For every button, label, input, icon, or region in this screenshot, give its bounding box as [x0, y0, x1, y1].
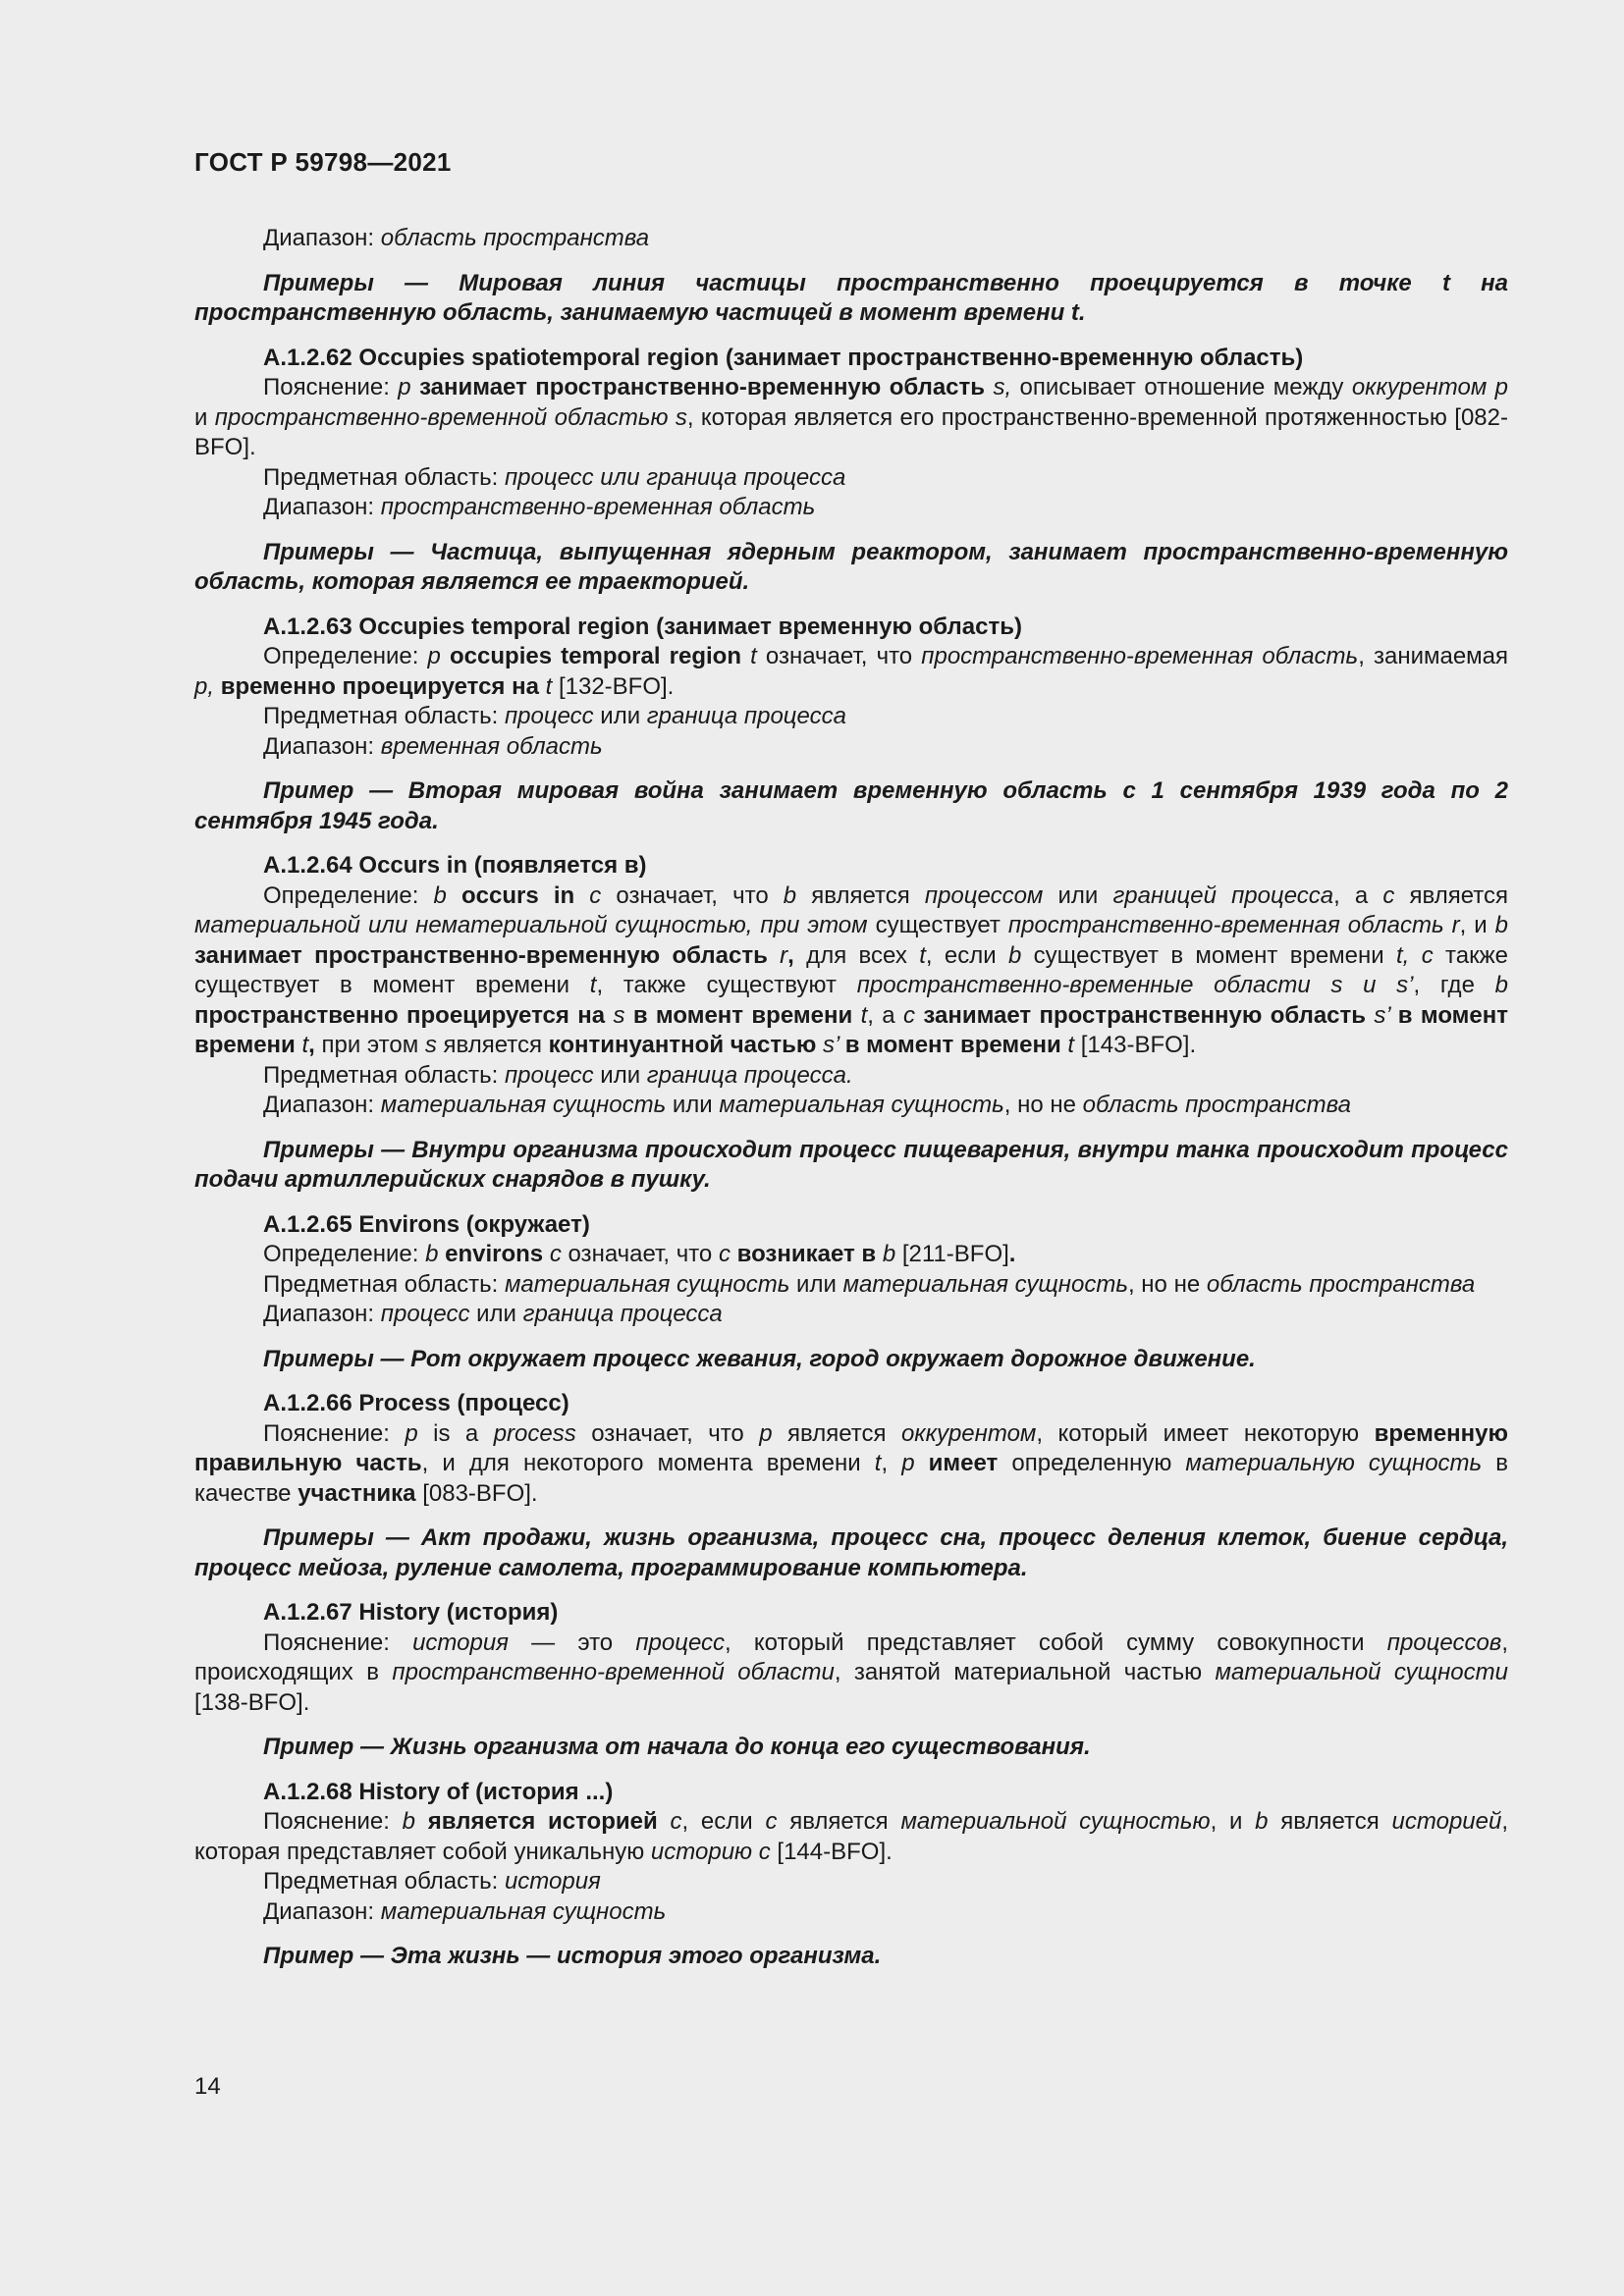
text-run: s’	[1374, 1001, 1398, 1029]
text-run: является	[436, 1032, 549, 1058]
text-run: континуантной частью	[548, 1032, 824, 1058]
text-run: Предметная область:	[263, 1270, 505, 1298]
text-run: Примеры — Рот окружает процесс жевания, город окружает дорожное движение.	[263, 1345, 1256, 1372]
text-run: Определение:	[263, 643, 428, 669]
text-run: является	[1268, 1808, 1392, 1835]
text-run: материальная сущность	[842, 1270, 1128, 1298]
paragraph	[194, 1270, 1508, 1301]
text-run: ,	[881, 1450, 902, 1476]
text-run: , происходящих в	[194, 1629, 1508, 1685]
text-run: b	[1494, 972, 1508, 998]
paragraph	[194, 1091, 1508, 1121]
text-run: в качестве	[194, 1450, 1509, 1507]
text-run: Диапазон:	[263, 732, 381, 760]
paragraph	[194, 642, 1508, 702]
text-run: , занимаемая	[1358, 643, 1509, 669]
text-run: временная область	[380, 732, 603, 760]
text-run: материальная сущность	[719, 1092, 1004, 1118]
text-run: , если	[681, 1808, 766, 1835]
example-paragraph	[194, 1733, 1508, 1763]
paragraph	[194, 1419, 1508, 1510]
text-run: p,	[194, 672, 215, 700]
text-run: пространственно-временная область	[380, 494, 816, 520]
text-run: , который представляет собой сумму совокупности	[725, 1629, 1387, 1656]
text-run: Предметная область:	[263, 1868, 505, 1895]
text-run: , где	[1413, 972, 1495, 998]
section-heading	[194, 851, 1508, 881]
text-run: или	[469, 1301, 523, 1327]
text-run: , но не	[1127, 1270, 1207, 1298]
text-run: t	[589, 972, 597, 998]
text-run: материальной сущности	[1215, 1659, 1508, 1685]
text-run: означает, что	[575, 1419, 760, 1447]
paragraph	[194, 732, 1508, 763]
text-run: Примеры — Мировая линия частицы пространственно проецируется в точке t на пространственную область, занимаемую частицей в момент времени t.	[194, 269, 1508, 326]
text-run: , также существуют	[596, 972, 857, 998]
text-run: is a	[417, 1419, 494, 1447]
example-paragraph	[194, 269, 1508, 329]
text-run: A.1.2.64 Occurs in (появляется в)	[263, 852, 647, 879]
text-run: возникает в	[736, 1241, 883, 1267]
text-run: Предметная область:	[263, 1061, 505, 1089]
text-run: пространственно-временные области s и s’	[856, 972, 1414, 998]
text-run: материальную сущность	[1185, 1450, 1483, 1476]
text-run: граница процесса.	[646, 1061, 853, 1089]
section-heading	[194, 1778, 1508, 1808]
text-run: также существует в момент времени	[194, 941, 1509, 998]
text-run: s	[424, 1032, 437, 1058]
text-run: A.1.2.67 History (история)	[263, 1599, 559, 1626]
text-run: Примеры — Частица, выпущенная ядерным реактором, занимает пространственно-временную область, которая является ее траекторией.	[194, 538, 1508, 595]
section-heading	[194, 1389, 1508, 1419]
text-run: процесс	[380, 1301, 470, 1327]
paragraph	[194, 224, 1508, 254]
text-run: или	[593, 703, 647, 729]
text-run: является	[1394, 881, 1508, 909]
text-run: b	[1494, 912, 1508, 938]
text-run: история	[412, 1629, 509, 1656]
text-run: означает, что	[601, 881, 784, 909]
paragraph	[194, 493, 1508, 523]
text-run: ,	[787, 941, 794, 969]
text-run: Предметная область:	[263, 463, 505, 491]
text-run: в момент времени	[194, 1001, 1509, 1058]
text-run: c	[765, 1808, 778, 1835]
text-run: [083-BFO].	[415, 1479, 538, 1507]
text-run: p	[405, 1419, 418, 1447]
text-run: оккурентом	[900, 1419, 1037, 1447]
text-run: Примеры — Внутри организма происходит процесс пищеварения, внутри танка происходит процесс подачи артиллерийских снарядов в пушку.	[194, 1136, 1508, 1193]
text-run: Пример — Вторая мировая война занимает временную область с 1 сентября 1939 года по 2 сентября 1945 года.	[194, 777, 1508, 834]
text-run: или	[1043, 881, 1113, 909]
text-run: Диапазон:	[263, 1301, 381, 1327]
text-run: p	[427, 643, 451, 669]
text-run: c	[670, 1808, 682, 1835]
text-run: [144-BFO].	[770, 1838, 893, 1865]
text-run: Определение:	[263, 1241, 426, 1267]
text-run: s	[613, 1001, 633, 1029]
text-run: s’	[823, 1032, 845, 1058]
text-run: материальной или нематериальной сущностью, при этом	[194, 912, 868, 938]
text-run: A.1.2.68 History of (история ...)	[263, 1778, 614, 1805]
paragraph	[194, 1807, 1508, 1867]
text-run: пространственно проецируется на	[194, 1001, 614, 1029]
text-run: существует в момент времени	[1021, 941, 1397, 969]
text-run: t	[545, 672, 553, 700]
paragraph	[194, 1897, 1508, 1928]
text-run: пространственно-временной области	[392, 1659, 835, 1685]
text-run: — это	[509, 1629, 636, 1656]
text-run: , которая является его пространственно-временной протяженностью [082-BFO].	[194, 403, 1508, 460]
paragraph	[194, 881, 1508, 1061]
text-run: r	[780, 941, 788, 969]
example-paragraph	[194, 1345, 1508, 1375]
text-run: t	[1067, 1032, 1075, 1058]
text-run: Пояснение:	[263, 1629, 413, 1656]
text-run: является	[772, 1419, 901, 1447]
text-run: определенную	[998, 1450, 1186, 1476]
text-run: c	[549, 1241, 562, 1267]
text-run: занимает пространственно-временную область	[419, 374, 994, 400]
text-run: t	[301, 1032, 309, 1058]
text-run: ,	[308, 1032, 315, 1058]
text-run: b	[1255, 1808, 1269, 1835]
text-run: и	[194, 403, 215, 431]
text-run: p	[759, 1419, 773, 1447]
text-run: пространственно-временная область r	[1007, 912, 1460, 938]
text-run: границей процесса	[1112, 881, 1334, 909]
text-run: [132-BFO].	[552, 672, 675, 700]
text-run: временно проецируется на	[220, 672, 546, 700]
text-run: описывает отношение между	[1011, 374, 1352, 400]
text-run: t	[750, 643, 757, 669]
text-run: процесс	[504, 1061, 594, 1089]
text-run: A.1.2.65 Environs (окружает)	[263, 1210, 590, 1238]
text-run: [211-BFO]	[895, 1241, 1009, 1267]
text-run: Пояснение:	[263, 1808, 403, 1835]
text-run: [143-BFO].	[1074, 1032, 1197, 1058]
text-run: имеет	[928, 1450, 999, 1476]
text-run: b	[402, 1808, 428, 1835]
section-heading	[194, 344, 1508, 374]
paragraph	[194, 463, 1508, 494]
text-run: Пример — Эта жизнь — история этого организма.	[263, 1943, 882, 1969]
example-paragraph	[194, 538, 1508, 598]
text-run: область пространства	[1082, 1092, 1352, 1118]
paragraph	[194, 1300, 1508, 1330]
text-run: или	[666, 1092, 720, 1118]
text-run: , и	[1459, 912, 1495, 938]
text-run: b	[433, 881, 462, 909]
text-run: occupies temporal region	[450, 643, 751, 669]
text-run: t	[874, 1450, 882, 1476]
text-run: является	[796, 881, 925, 909]
text-run: A.1.2.62 Occupies spatiotemporal region (занимает пространственно-временную область)	[263, 344, 1304, 371]
text-run: является	[777, 1808, 901, 1835]
text-run: Пример — Жизнь организма от начала до конца его существования.	[263, 1734, 1091, 1760]
text-run: A.1.2.66 Process (процесс)	[263, 1390, 569, 1416]
text-run: Примеры — Акт продажи, жизнь организма, процесс сна, процесс деления клеток, биение сердца, процесс мейоза, руление самолета, программирование компьютера.	[194, 1524, 1508, 1581]
text-run: занимает пространственную область	[923, 1001, 1375, 1029]
text-run: пространственно-временная область	[921, 643, 1359, 669]
text-run: является историей	[427, 1808, 671, 1835]
document-body	[194, 224, 1508, 1987]
text-run: материальная сущность	[504, 1270, 790, 1298]
text-run: , занятой материальной частью	[834, 1659, 1216, 1685]
section-heading	[194, 1210, 1508, 1241]
text-run: материальная сущность	[380, 1897, 667, 1925]
page-number: 14	[194, 2073, 221, 2100]
text-run: b	[783, 881, 797, 909]
text-run: , и для некоторого момента времени	[421, 1450, 875, 1476]
text-run: , но не	[1003, 1092, 1083, 1118]
text-run: , а	[867, 1001, 903, 1029]
text-run	[214, 673, 221, 700]
text-run: означает, что	[561, 1241, 719, 1267]
text-run: пространственно-временной областью s	[214, 403, 687, 431]
text-run: , и	[1210, 1808, 1256, 1835]
text-run: процессом	[924, 881, 1044, 909]
text-run: c	[718, 1241, 737, 1267]
text-run: A.1.2.63 Occupies temporal region (занимает временную область)	[263, 613, 1022, 640]
text-run: историю c	[650, 1838, 771, 1865]
text-run: t	[860, 1001, 868, 1029]
paragraph	[194, 1629, 1508, 1719]
text-run: или	[789, 1270, 843, 1298]
text-run: история	[504, 1868, 601, 1895]
text-run: s,	[993, 374, 1012, 400]
document-header: ГОСТ Р 59798—2021	[194, 147, 452, 177]
text-run: материальная сущность	[380, 1092, 667, 1118]
text-run: процесс	[504, 703, 594, 729]
text-run: историей	[1391, 1808, 1502, 1835]
paragraph	[194, 373, 1508, 463]
text-run: b	[882, 1241, 896, 1267]
text-run: p	[901, 1450, 929, 1476]
text-run: процесс или граница процесса	[504, 463, 846, 491]
text-run: или	[593, 1061, 647, 1089]
text-run: Определение:	[263, 881, 434, 909]
text-run: environs	[445, 1241, 550, 1267]
text-run: occurs in	[461, 881, 590, 909]
paragraph	[194, 702, 1508, 732]
paragraph	[194, 1867, 1508, 1897]
text-run: оккурентом p	[1351, 374, 1509, 400]
text-run: граница процесса	[522, 1301, 723, 1327]
example-paragraph	[194, 1942, 1508, 1972]
text-run: Предметная область:	[263, 703, 505, 729]
text-run: участника	[298, 1479, 416, 1507]
text-run: Пояснение:	[263, 1419, 406, 1447]
paragraph	[194, 1061, 1508, 1092]
text-run: граница процесса	[646, 703, 846, 729]
example-paragraph	[194, 776, 1508, 836]
text-run: , а	[1333, 881, 1383, 909]
text-run: в момент времени	[632, 1001, 861, 1029]
section-heading	[194, 613, 1508, 643]
text-run: p	[398, 374, 420, 400]
text-run: процесс	[635, 1629, 726, 1656]
text-run: означает, что	[756, 643, 922, 669]
text-run: Диапазон:	[263, 225, 381, 251]
text-run: область пространства	[1206, 1270, 1476, 1298]
example-paragraph	[194, 1523, 1508, 1583]
text-run: , которая представляет собой уникальную	[194, 1808, 1509, 1865]
text-run: область пространства	[380, 225, 650, 251]
text-run: , который имеет некоторую	[1036, 1419, 1375, 1447]
text-run: Диапазон:	[263, 1092, 381, 1118]
text-run: Диапазон:	[263, 1897, 381, 1925]
section-heading	[194, 1598, 1508, 1629]
text-run: process	[493, 1419, 576, 1447]
text-run: c	[589, 881, 602, 909]
text-run: занимает пространственно-временную область	[194, 941, 781, 969]
text-run: процессов	[1386, 1629, 1502, 1656]
text-run: Пояснение:	[263, 374, 399, 400]
text-run: при этом	[314, 1032, 425, 1058]
text-run: Диапазон:	[263, 494, 381, 520]
text-run: временную правильную часть	[194, 1419, 1509, 1476]
paragraph	[194, 1240, 1508, 1270]
text-run: t, c	[1396, 941, 1434, 969]
example-paragraph	[194, 1136, 1508, 1196]
text-run: b	[425, 1241, 446, 1267]
text-run: существует	[867, 912, 1008, 938]
text-run: , если	[925, 941, 1008, 969]
text-run: c	[903, 1001, 924, 1029]
text-run: c	[1382, 881, 1395, 909]
text-run: t	[919, 941, 926, 969]
text-run: материальной сущностью	[900, 1808, 1211, 1835]
text-run: [138-BFO].	[194, 1688, 310, 1716]
text-run: .	[1008, 1241, 1016, 1267]
text-run: в момент времени	[844, 1032, 1068, 1058]
text-run: b	[1007, 941, 1022, 969]
text-run: для всех	[793, 941, 920, 969]
